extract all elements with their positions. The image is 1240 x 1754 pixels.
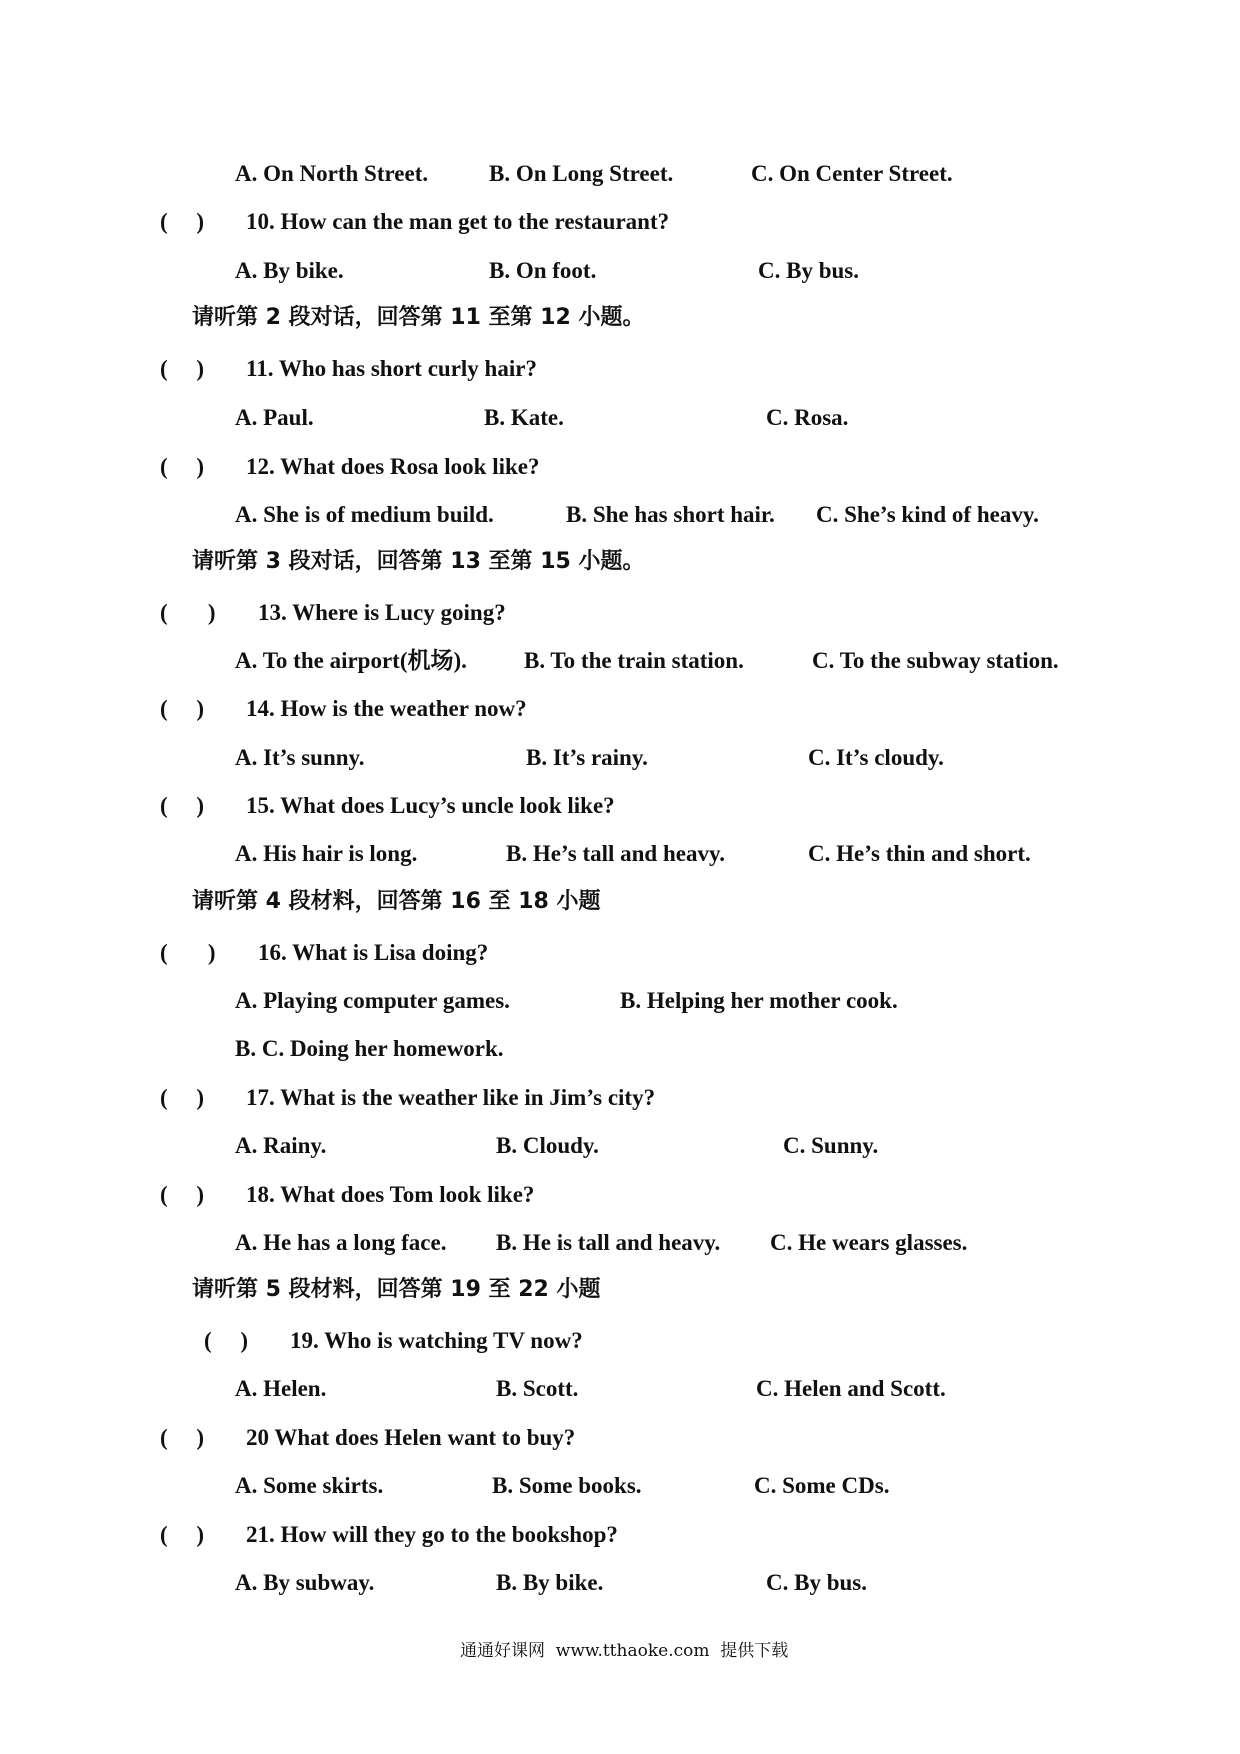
answer-blank[interactable]: ( )	[160, 1182, 205, 1207]
option-b: B. By bike.	[496, 1570, 604, 1595]
answer-blank[interactable]: ( )	[160, 600, 216, 625]
option-a: A. Playing computer games.	[235, 988, 510, 1013]
option-c: C. Sunny.	[783, 1133, 879, 1158]
option-c: C. It’s cloudy.	[808, 745, 944, 770]
question-text: 11. Who has short curly hair?	[246, 356, 537, 381]
q9-option-c: C. On Center Street.	[751, 161, 953, 186]
option-b: B. It’s rainy.	[526, 745, 648, 770]
question-text: 14. How is the weather now?	[246, 696, 527, 721]
q9-option-a: A. On North Street.	[235, 161, 429, 186]
option-c: C. He’s thin and short.	[808, 841, 1031, 866]
option-b: B. He’s tall and heavy.	[506, 841, 725, 866]
option-b: B. Helping her mother cook.	[620, 988, 898, 1013]
option-b: B. He is tall and heavy.	[496, 1230, 721, 1255]
section-heading: 请听第 5 段材料，回答第 19 至 22 小题	[192, 1277, 601, 1302]
answer-blank[interactable]: ( )	[160, 1522, 205, 1547]
answer-blank[interactable]: ( )	[160, 940, 216, 965]
answer-blank[interactable]: ( )	[204, 1328, 249, 1353]
section-heading: 请听第 3 段对话，回答第 13 至第 15 小题。	[192, 549, 645, 574]
option-c: C. Helen and Scott.	[756, 1376, 946, 1401]
option-a: A. Helen.	[235, 1376, 327, 1401]
question-text: 20 What does Helen want to buy?	[246, 1425, 576, 1450]
option-b: B. She has short hair.	[566, 502, 775, 527]
answer-blank[interactable]: ( )	[160, 454, 205, 479]
section-heading: 请听第 4 段材料，回答第 16 至 18 小题	[192, 889, 601, 914]
question-text: 13. Where is Lucy going?	[258, 600, 506, 625]
question-text: 10. How can the man get to the restaurant?	[246, 209, 670, 234]
option-a: A. Rainy.	[235, 1133, 327, 1158]
answer-blank[interactable]: ( )	[160, 793, 205, 818]
option-c: C. By bus.	[766, 1570, 867, 1595]
option-a: A. His hair is long.	[235, 841, 418, 866]
option-a: A. Paul.	[235, 405, 314, 430]
answer-blank[interactable]: ( )	[160, 696, 205, 721]
option-c: B. C. Doing her homework.	[235, 1036, 504, 1061]
option-c: C. By bus.	[758, 258, 859, 283]
question-text: 17. What is the weather like in Jim’s city?	[246, 1085, 656, 1110]
page-footer: 通通好课网 www.tthaoke.com 提供下载	[460, 1641, 789, 1661]
question-text: 18. What does Tom look like?	[246, 1182, 535, 1207]
option-c: C. Rosa.	[766, 405, 849, 430]
answer-blank[interactable]: ( )	[160, 1085, 205, 1110]
option-b: B. Cloudy.	[496, 1133, 599, 1158]
q9-option-b: B. On Long Street.	[489, 161, 674, 186]
option-a: A. He has a long face.	[235, 1230, 447, 1255]
option-b: B. On foot.	[489, 258, 597, 283]
question-text: 15. What does Lucy’s uncle look like?	[246, 793, 615, 818]
option-b: B. Scott.	[496, 1376, 579, 1401]
option-a: A. She is of medium build.	[235, 502, 494, 527]
option-b: B. Some books.	[492, 1473, 642, 1498]
option-a: A. It’s sunny.	[235, 745, 365, 770]
option-c: C. She’s kind of heavy.	[816, 502, 1039, 527]
option-c: C. Some CDs.	[754, 1473, 890, 1498]
answer-blank[interactable]: ( )	[160, 1425, 205, 1450]
answer-blank[interactable]: ( )	[160, 356, 205, 381]
question-text: 16. What is Lisa doing?	[258, 940, 489, 965]
answer-blank[interactable]: ( )	[160, 209, 205, 234]
option-c: C. To the subway station.	[812, 648, 1059, 673]
question-text: 21. How will they go to the bookshop?	[246, 1522, 618, 1547]
option-a: A. By bike.	[235, 258, 344, 283]
question-text: 19. Who is watching TV now?	[290, 1328, 583, 1353]
option-a: A. To the airport(机场).	[235, 648, 467, 673]
question-text: 12. What does Rosa look like?	[246, 454, 540, 479]
option-a: A. By subway.	[235, 1570, 375, 1595]
option-a: A. Some skirts.	[235, 1473, 384, 1498]
section-heading: 请听第 2 段对话，回答第 11 至第 12 小题。	[192, 305, 645, 330]
option-c: C. He wears glasses.	[770, 1230, 968, 1255]
option-b: B. To the train station.	[524, 648, 744, 673]
option-b: B. Kate.	[484, 405, 564, 430]
